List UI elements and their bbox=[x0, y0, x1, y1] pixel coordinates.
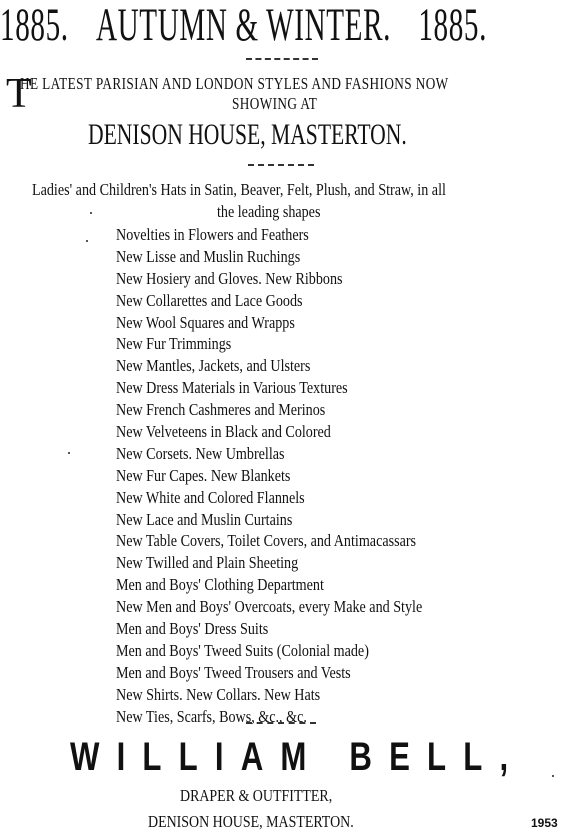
list-item: New Lace and Muslin Curtains bbox=[116, 509, 293, 529]
list-item: New Dress Materials in Various Textures bbox=[116, 378, 348, 398]
list-item: New Ties, Scarfs, Bows, &c., &c. bbox=[116, 706, 307, 726]
print-speck bbox=[86, 240, 88, 242]
list-item: New Hosiery and Gloves. New Ribbons bbox=[116, 268, 343, 288]
store-name: DENISON HOUSE, MASTERTON. bbox=[88, 118, 407, 151]
headline-title: AUTUMN & WINTER. bbox=[95, 0, 392, 51]
list-item: New Lisse and Muslin Ruchings bbox=[116, 246, 301, 266]
merchant-trade: DRAPER & OUTFITTER, bbox=[180, 786, 333, 805]
print-speck bbox=[552, 775, 554, 777]
merchant-address: DENISON HOUSE, MASTERTON. bbox=[148, 812, 354, 831]
list-item: Men and Boys' Tweed Trousers and Vests bbox=[116, 662, 351, 682]
list-item: New Men and Boys' Overcoats, every Make and Style bbox=[116, 597, 423, 617]
list-item: Men and Boys' Dress Suits bbox=[116, 619, 269, 639]
drop-cap: T bbox=[6, 71, 32, 117]
list-item: Novelties in Flowers and Feathers bbox=[116, 225, 309, 244]
headline-year-left: 1885. bbox=[0, 0, 69, 51]
print-speck bbox=[68, 452, 70, 454]
divider-store bbox=[248, 164, 314, 166]
list-item: New French Cashmeres and Merinos bbox=[116, 400, 326, 420]
list-item: New Twilled and Plain Sheeting bbox=[116, 553, 299, 573]
intro-line-2: SHOWING AT bbox=[232, 94, 318, 113]
list-item: Men and Boys' Tweed Suits (Colonial made) bbox=[116, 640, 369, 660]
reference-number: 1953 bbox=[531, 816, 558, 830]
intro-line-1: HE LATEST PARISIAN AND LONDON STYLES AND FASHIONS NOW bbox=[20, 74, 449, 93]
print-speck bbox=[90, 212, 92, 214]
list-item: New Wool Squares and Wrapps bbox=[116, 312, 295, 332]
list-item: New Fur Trimmings bbox=[116, 334, 232, 354]
divider-bottom bbox=[246, 722, 316, 724]
list-item: New Velveteens in Black and Colored bbox=[116, 422, 331, 442]
description-line-1: Ladies' and Children's Hats in Satin, Beaver, Felt, Plush, and Straw, in all bbox=[32, 180, 446, 199]
divider-top bbox=[246, 58, 318, 60]
headline bbox=[0, 0, 487, 51]
list-item: New Shirts. New Collars. New Hats bbox=[116, 684, 321, 704]
headline-year-right: 1885. bbox=[418, 0, 487, 51]
list-item: New Corsets. New Umbrellas bbox=[116, 443, 285, 463]
list-item: New Mantles, Jackets, and Ulsters bbox=[116, 356, 311, 376]
list-item: New White and Colored Flannels bbox=[116, 487, 305, 507]
list-item: New Fur Capes. New Blankets bbox=[116, 465, 291, 485]
description-line-2: the leading shapes bbox=[217, 202, 321, 221]
list-item: New Table Covers, Toilet Covers, and Antimacassars bbox=[116, 531, 417, 551]
merchant-name: WILLIAM BELL, bbox=[70, 735, 526, 779]
list-item: New Collarettes and Lace Goods bbox=[116, 290, 303, 310]
list-item: Men and Boys' Clothing Department bbox=[116, 575, 324, 595]
item-list bbox=[116, 224, 485, 727]
